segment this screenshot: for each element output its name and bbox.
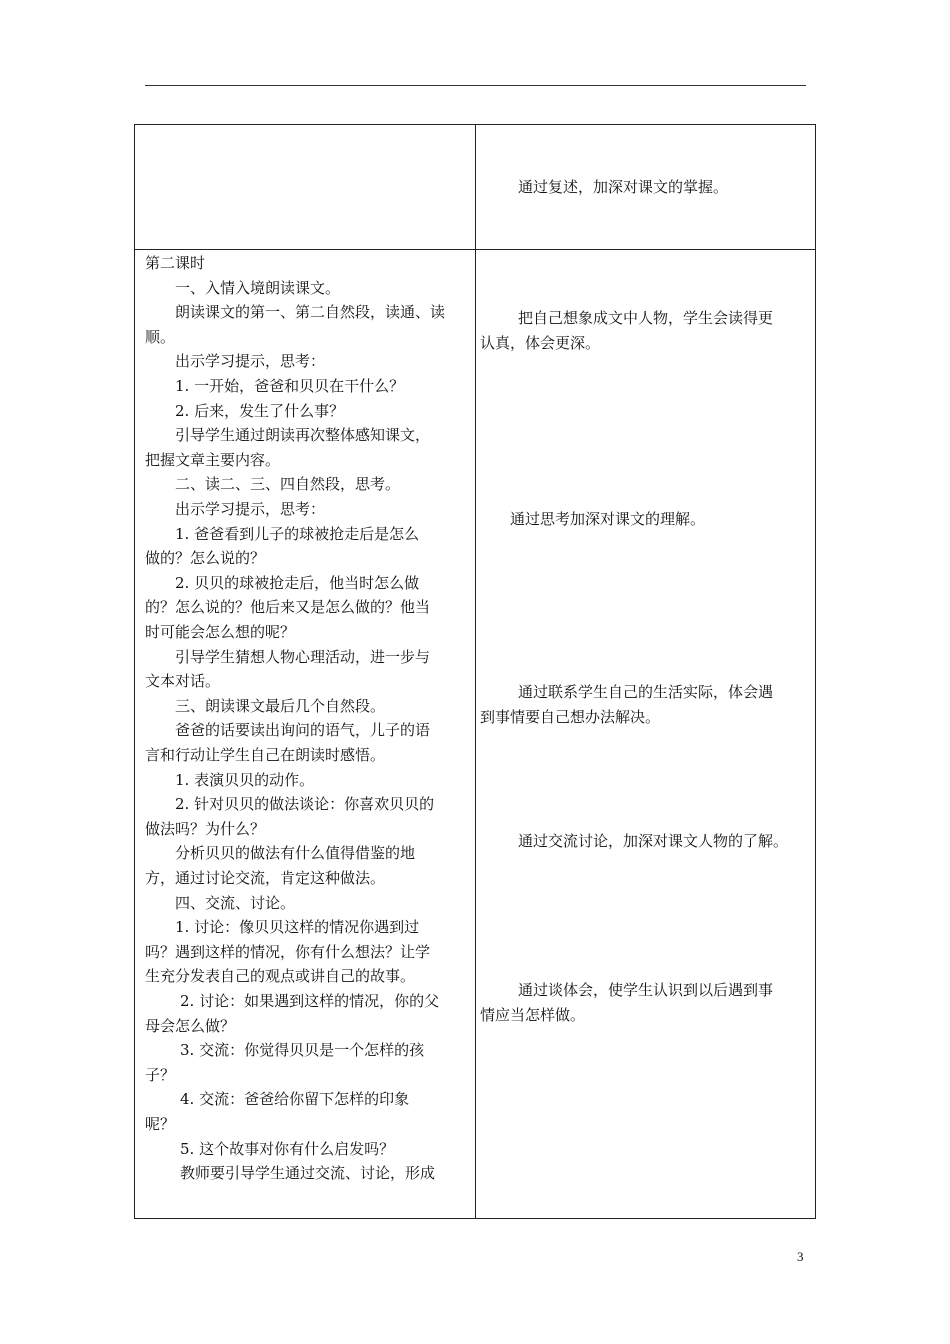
left-line: 方，通过讨论交流，肯定这种做法。 (145, 869, 386, 887)
left-line: 言和行动让学生自己在朗读时感悟。 (145, 746, 386, 764)
left-line: 4. 交流：爸爸给你留下怎样的印象 (180, 1090, 410, 1109)
left-line: 分析贝贝的做法有什么值得借鉴的地 (175, 844, 416, 863)
right-note: 通过谈体会，使学生认识到以后遇到事 (518, 981, 774, 999)
left-line: 四、交流、讨论。 (175, 893, 296, 912)
left-line: 做的？怎么说的？ (145, 549, 266, 568)
left-line: 一、入情入境朗读课文。 (175, 278, 341, 297)
row1-right-note: 通过复述，加深对课文的掌握。 (518, 178, 729, 196)
left-line: 朗读课文的第一、第二自然段，读通、读 (175, 303, 446, 322)
left-line: 教师要引导学生通过交流、讨论，形成 (180, 1164, 436, 1183)
right-note: 情应当怎样做。 (480, 1005, 586, 1024)
right-note: 到事情要自己想办法解决。 (480, 707, 661, 726)
left-line: 母会怎么做？ (145, 1016, 236, 1035)
left-line: 引导学生通过朗读再次整体感知课文， (175, 426, 431, 445)
left-line: 2. 贝贝的球被抢走后，他当时怎么做 (175, 573, 420, 592)
left-line: 1. 表演贝贝的动作。 (175, 770, 315, 789)
left-line: 爸爸的话要读出询问的语气，儿子的语 (175, 721, 431, 740)
left-line: 把握文章主要内容。 (145, 450, 281, 469)
left-line: 出示学习提示，思考： (175, 500, 326, 518)
right-note: 认真，体会更深。 (480, 333, 601, 352)
row2-right-cell (475, 249, 816, 1219)
left-line: 时可能会怎么想的呢？ (145, 623, 296, 641)
left-line: 引导学生猜想人物心理活动，进一步与 (175, 647, 431, 666)
left-line: 文本对话。 (145, 672, 221, 691)
left-line: 5. 这个故事对你有什么启发吗？ (180, 1139, 395, 1158)
right-note: 通过思考加深对课文的理解。 (510, 510, 706, 528)
left-line: 出示学习提示，思考： (175, 352, 326, 371)
header-rule (145, 85, 806, 86)
right-note: 通过联系学生自己的生活实际，体会遇 (518, 683, 774, 701)
left-line: 2. 后来，发生了什么事？ (175, 401, 345, 420)
left-line: 1. 爸爸看到儿子的球被抢走后是怎么 (175, 524, 420, 543)
row1-left-cell (134, 124, 476, 250)
right-note: 把自己想象成文中人物，学生会读得更 (518, 309, 774, 327)
left-line: 的？怎么说的？他后来又是怎么做的？他当 (145, 598, 431, 617)
left-line: 二、读二、三、四自然段，思考。 (175, 475, 401, 494)
lesson-title: 第二课时 (145, 254, 206, 272)
left-line: 2. 针对贝贝的做法谈论：你喜欢贝贝的 (175, 795, 435, 814)
left-line: 1. 讨论：像贝贝这样的情况你遇到过 (175, 918, 420, 937)
left-line: 2. 讨论：如果遇到这样的情况，你的父 (180, 992, 440, 1010)
right-note: 通过交流讨论，加深对课文人物的了解。 (518, 832, 789, 850)
left-line: 吗？遇到这样的情况，你有什么想法？让学 (145, 942, 431, 961)
left-line: 呢？ (145, 1115, 176, 1133)
left-line: 3. 交流：你觉得贝贝是一个怎样的孩 (180, 1041, 425, 1060)
left-line: 1. 一开始，爸爸和贝贝在干什么？ (175, 377, 405, 395)
left-line: 生充分发表自己的观点或讲自己的故事。 (145, 967, 416, 986)
left-line: 顺。 (145, 327, 176, 346)
left-line: 三、朗读课文最后几个自然段。 (175, 696, 386, 715)
left-line: 子？ (145, 1065, 176, 1084)
left-line: 做法吗？为什么？ (145, 819, 266, 838)
page-number: 3 (797, 1249, 804, 1264)
